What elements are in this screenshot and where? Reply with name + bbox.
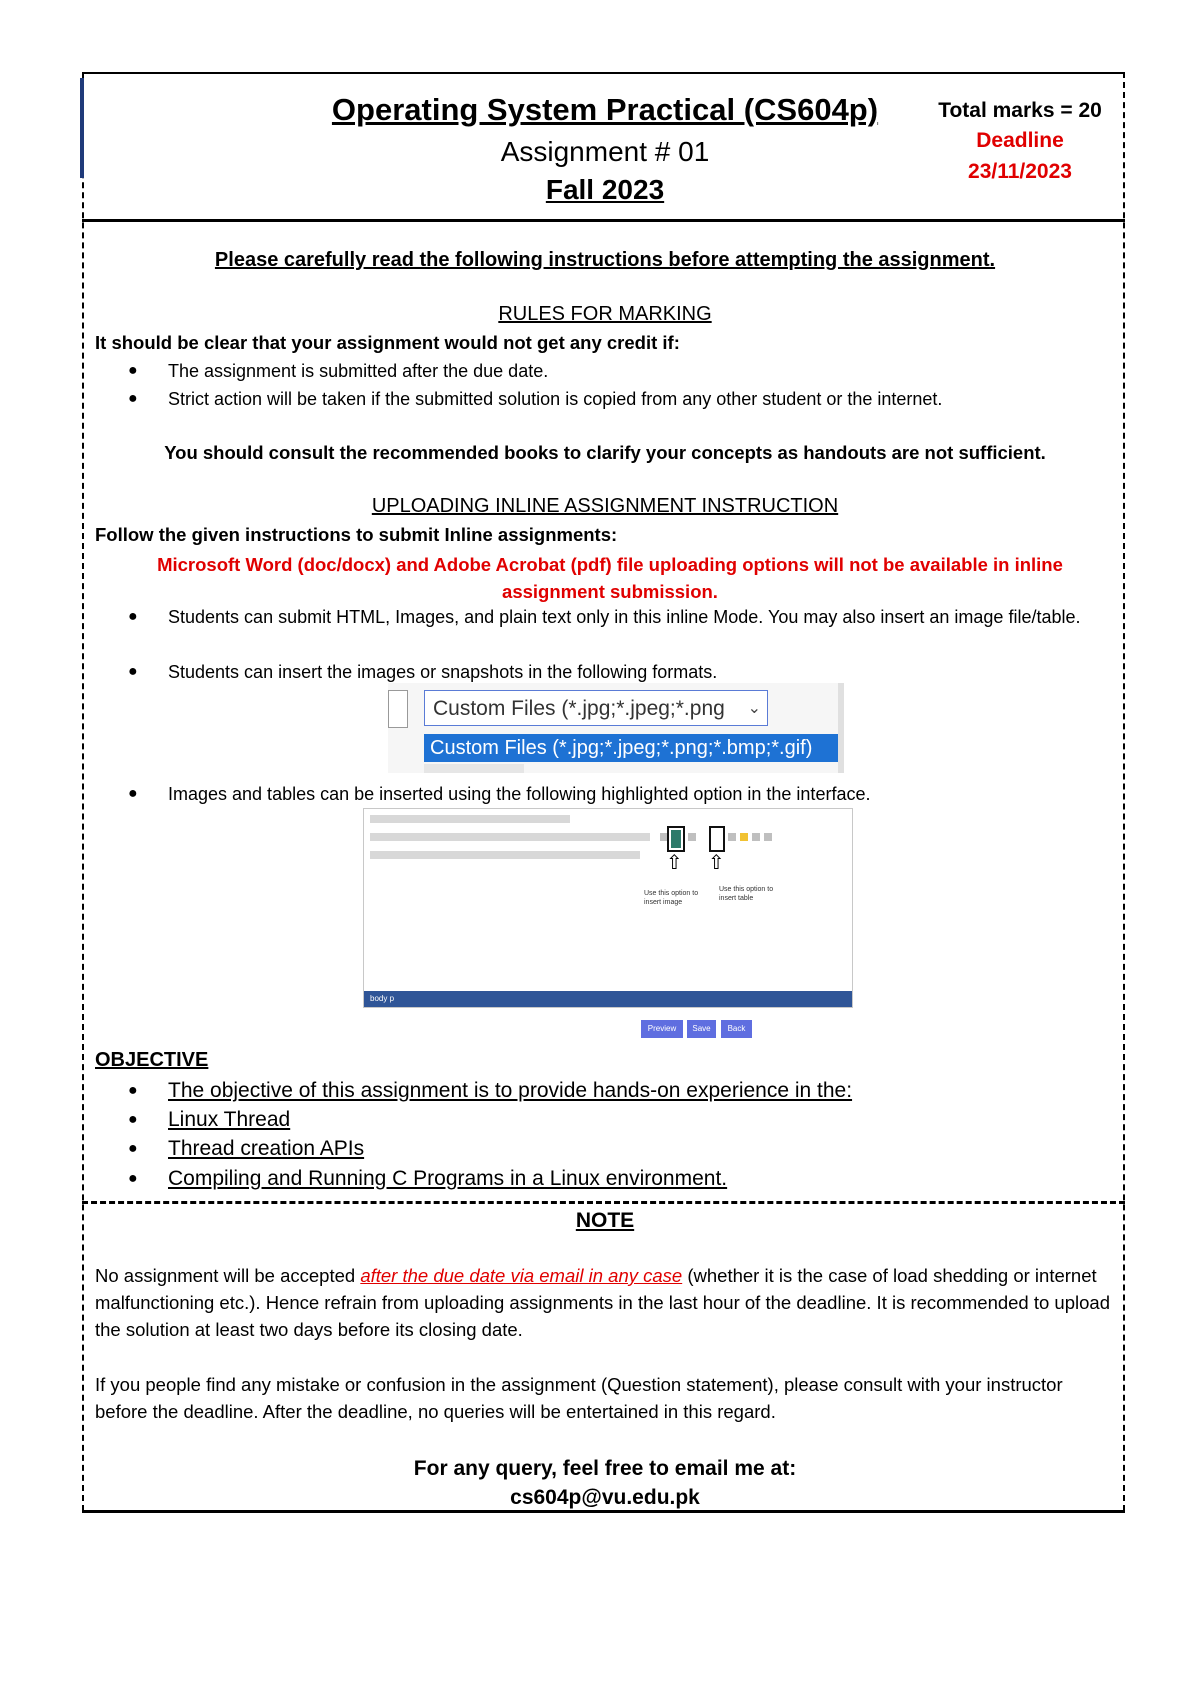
insert-table-caption: Use this option to insert table <box>719 886 774 902</box>
consult-note: You should consult the recommended books to clarify your concepts as handouts are not sufficient. <box>164 442 1046 463</box>
instructions-heading: Please carefully read the following instructions before attempting the assignment. <box>214 249 996 271</box>
bullet-icon: ● <box>128 1170 138 1187</box>
screenshot-scroll-edge <box>838 683 844 773</box>
toolbar-icon <box>728 833 736 841</box>
preview-button[interactable]: Preview <box>641 1020 683 1038</box>
arrow-up-icon: ⇧ <box>666 852 683 874</box>
editor-status-bar: body p <box>364 991 852 1007</box>
editor-screenshot <box>363 808 853 1008</box>
editor-toolbar-row <box>370 833 650 841</box>
screenshot-edge-box <box>388 690 408 728</box>
total-marks: Total marks = 20 <box>938 99 1102 122</box>
bullet-icon: ● <box>128 663 138 680</box>
save-button[interactable]: Save <box>687 1020 716 1038</box>
note-emphasis: after the due date via email in any case <box>360 1265 683 1286</box>
bullet-icon: ● <box>128 1111 138 1128</box>
bullet-icon: ● <box>128 608 138 625</box>
bullet-icon: ● <box>128 785 138 802</box>
upload-intro: Follow the given instructions to submit Inline assignments: <box>95 524 618 545</box>
rules-heading: RULES FOR MARKING <box>498 303 712 325</box>
deadline-date: 23/11/2023 <box>968 160 1072 183</box>
assignment-number: Assignment # 01 <box>500 136 710 167</box>
upload-heading: UPLOADING INLINE ASSIGNMENT INSTRUCTION <box>371 495 839 517</box>
toolbar-icon <box>688 833 696 841</box>
bullet-icon: ● <box>128 362 138 379</box>
insert-image-caption: Use this option to insert image <box>644 890 699 906</box>
note-paragraph-2: If you people find any mistake or confusion in the assignment (Question statement), please consult with your instructor before the deadline. After the deadline, no queries will be entertained in this regard. <box>95 1374 1063 1422</box>
page-title: Operating System Practical (CS604p) <box>331 92 879 127</box>
contact-line: For any query, feel free to email me at: <box>413 1457 797 1480</box>
note-separator <box>82 1201 1125 1204</box>
toolbar-icon <box>764 833 772 841</box>
frame-top-border <box>82 72 1125 74</box>
toolbar-icon <box>752 833 760 841</box>
next-option <box>424 764 524 773</box>
insert-table-icon <box>709 826 725 852</box>
bullet-icon: ● <box>128 390 138 407</box>
file-type-option: Custom Files (*.jpg;*.jpeg;*.png;*.bmp;*.gif) <box>424 734 838 762</box>
note-paragraph-1: No assignment will be accepted after the due date via email in any case (whether it is the case of load shedding or internet malfunctioning etc.). Hence refrain from uploading assignments in the last hour of the deadline. It is recommended to upload the solution at least two days before its closing date. <box>95 1265 1110 1340</box>
note-heading: NOTE <box>575 1209 635 1232</box>
chevron-down-icon: ⌄ <box>747 700 761 717</box>
file-type-screenshot <box>388 683 844 773</box>
arrow-up-icon: ⇧ <box>708 852 725 874</box>
upload-warning: Microsoft Word (doc/docx) and Adobe Acrobat (pdf) file uploading options will not be available in inline assignment submission. <box>157 554 1063 602</box>
semester: Fall 2023 <box>545 174 665 205</box>
objective-heading: OBJECTIVE <box>95 1049 209 1071</box>
insert-image-icon <box>667 826 685 852</box>
file-type-dropdown: Custom Files (*.jpg;*.jpeg;*.png ⌄ <box>424 690 768 726</box>
rules-intro: It should be clear that your assignment would not get any credit if: <box>95 332 680 353</box>
emoji-icon <box>740 833 748 841</box>
header-separator <box>82 219 1125 222</box>
contact-email[interactable]: cs604p@vu.edu.pk <box>510 1486 700 1509</box>
back-button[interactable]: Back <box>721 1020 752 1038</box>
editor-toolbar-row <box>370 815 570 823</box>
editor-toolbar-row <box>370 851 640 859</box>
frame-bottom-border <box>82 1510 1125 1513</box>
deadline-label: Deadline <box>976 129 1064 152</box>
bullet-icon: ● <box>128 1082 138 1099</box>
bullet-icon: ● <box>128 1140 138 1157</box>
